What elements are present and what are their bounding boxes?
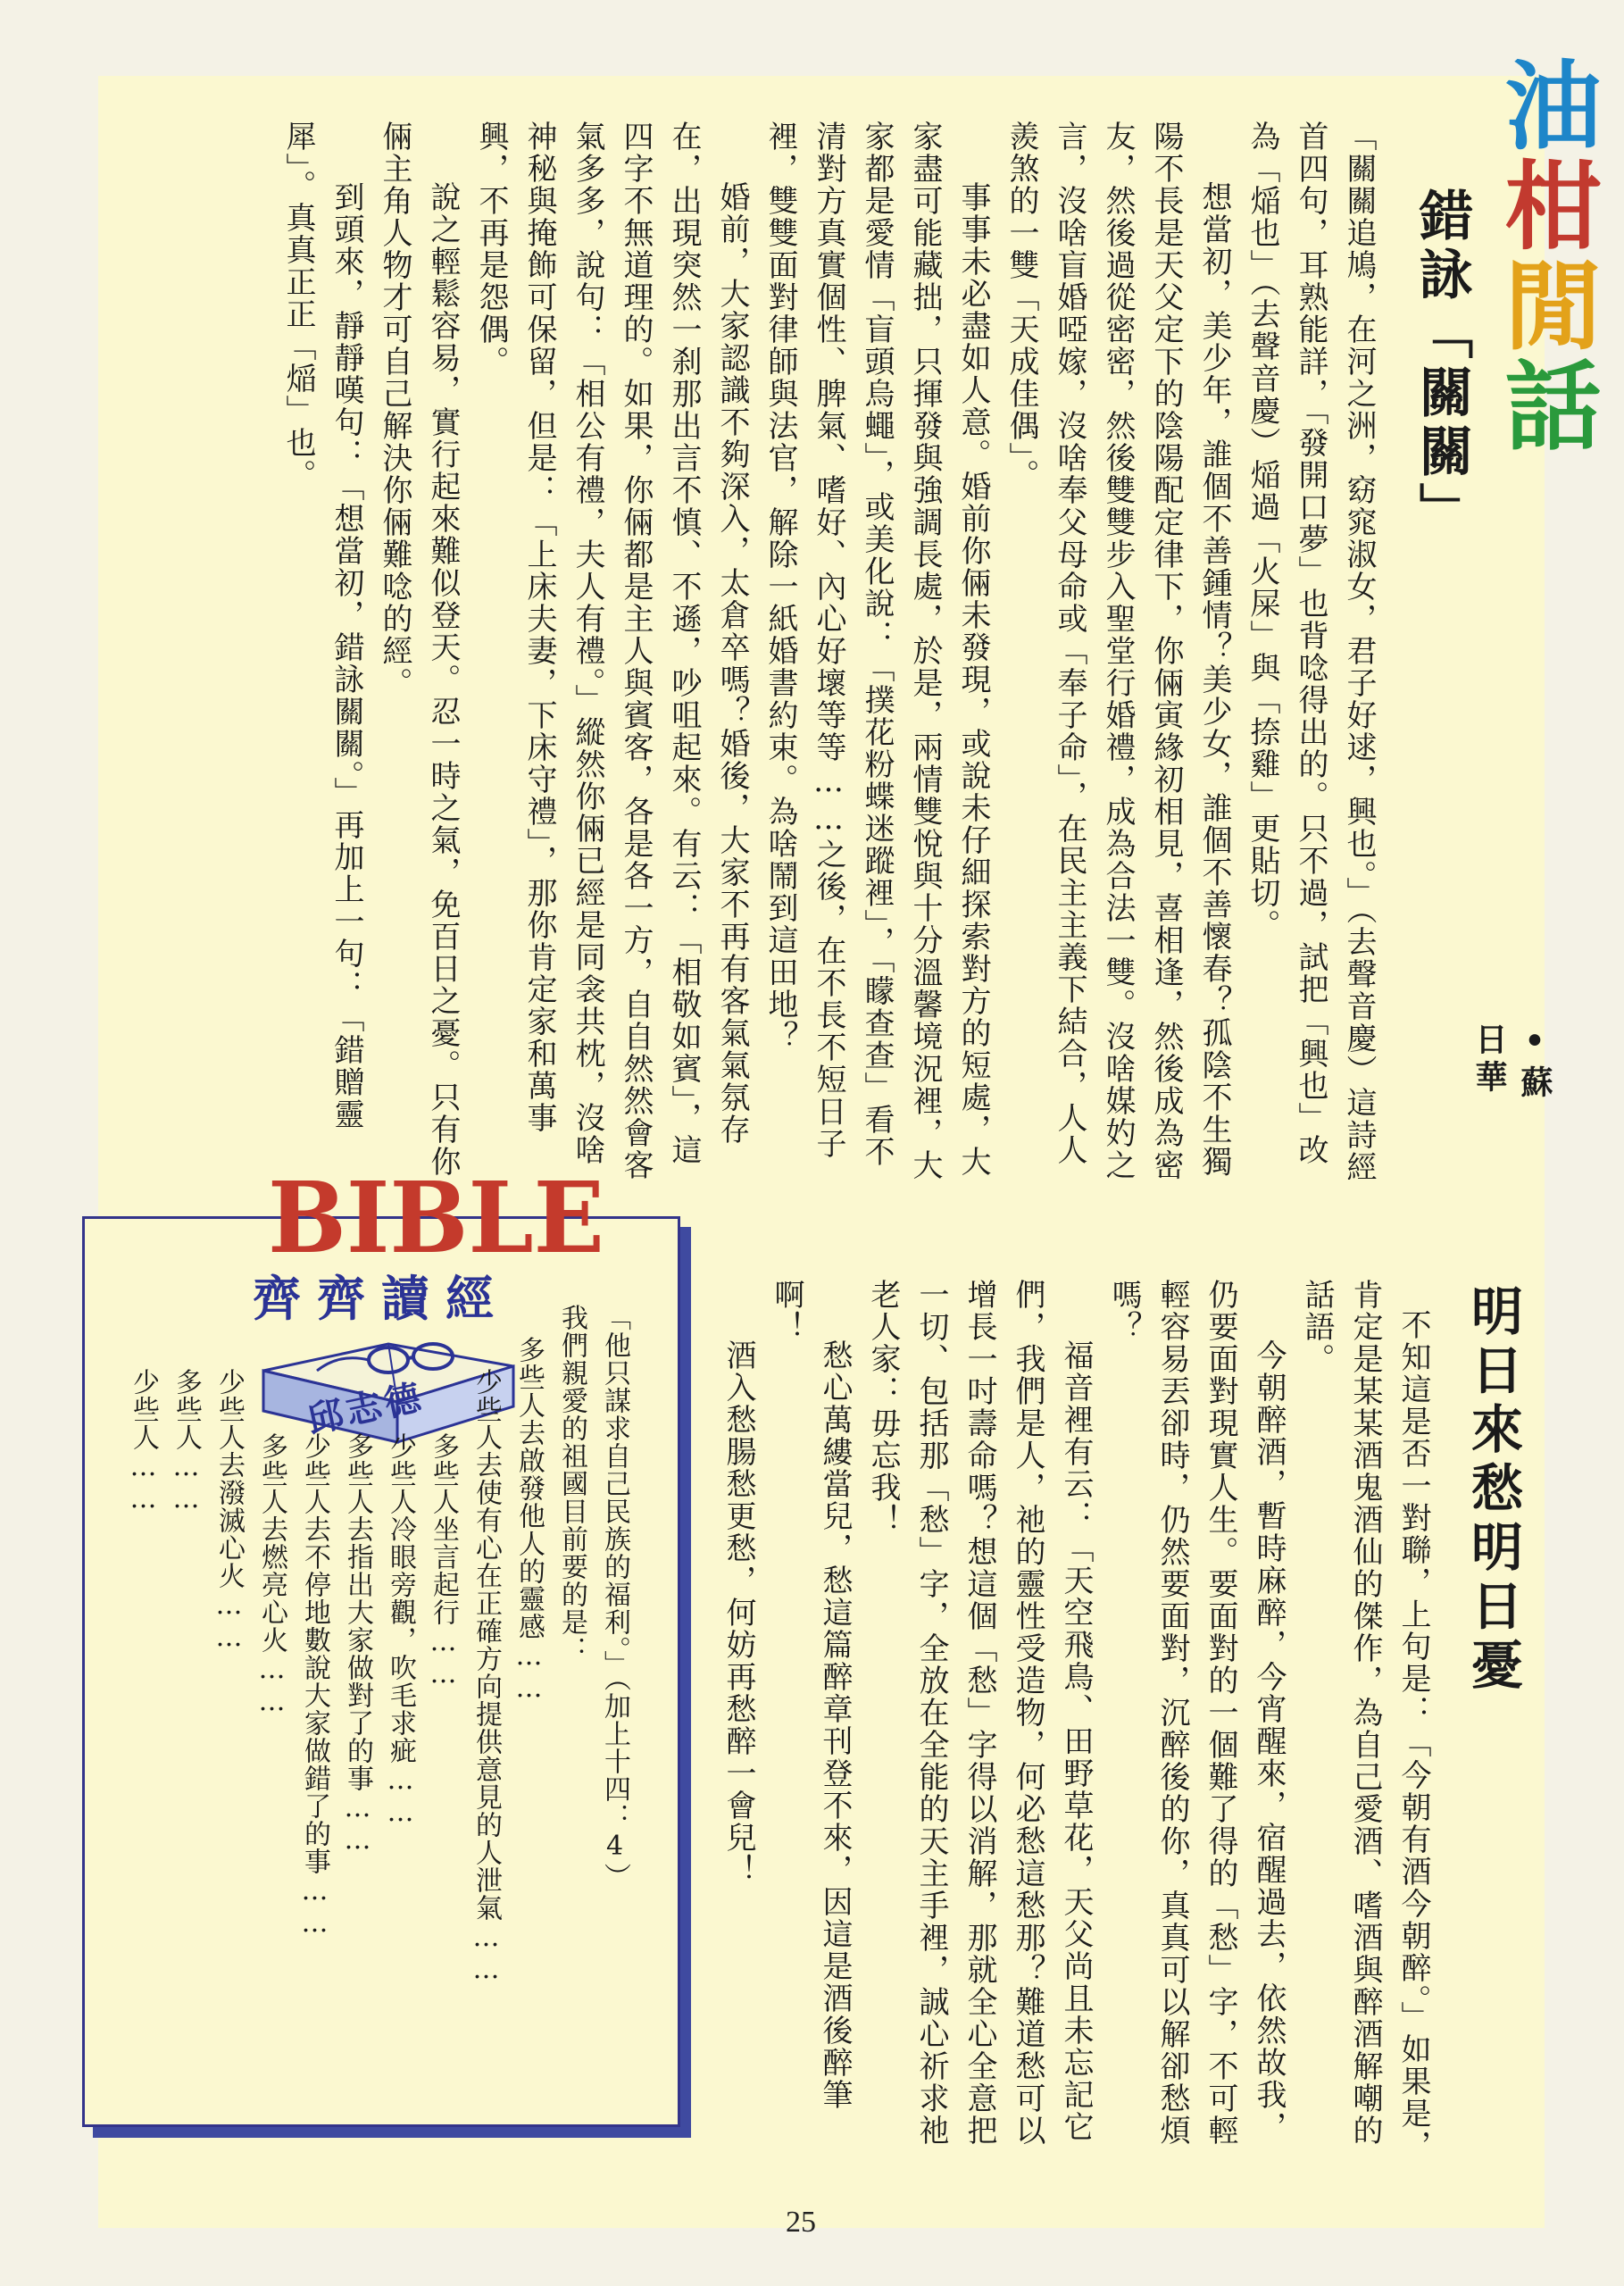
article2-paragraph: 不知這是否一對聯，上句是：「今朝有酒今朝醉。」如果是，肯定是某某酒鬼酒仙的傑作，為自己愛酒、嗜酒與醉酒解嘲的話語。 <box>1299 1279 1431 2162</box>
bible-box-text <box>109 1304 636 2107</box>
bible-line: 我們親愛的祖國目前要的是： <box>556 1304 587 1664</box>
article1-title: 錯詠「關關」 <box>1411 188 1473 541</box>
page-number: 25 <box>786 2206 816 2239</box>
bible-line: 多些人去啟發他人的靈感…… <box>513 1336 545 1705</box>
bible-line: 多些人…… <box>171 1368 202 1515</box>
article2-body <box>720 1279 1437 2172</box>
bible-line: 「他只謀求自己民族的福利。」（加上十四：4） <box>599 1304 630 1890</box>
article1-body <box>280 121 1383 1197</box>
bible-line: 多些人去指出大家做對了的事…… <box>342 1432 373 1856</box>
article1-author: •蘇日華 <box>1470 1022 1553 1103</box>
article2-title: 明日來愁明日憂 <box>1462 1284 1523 1697</box>
bible-logo-word: BIBLE <box>268 1159 604 1276</box>
article1-paragraph: 想當初，美少年，誰個不善鍾情？美少女，誰個不善懷春？孤陰不生獨陽不長是天父定下的陰陽配定律下，你倆寅緣初相見，喜相逢，然後成為密友，然後過從密密，然後雙雙步入聖堂行婚禮，成為合法一雙。沒啥媒妁之言，沒啥盲婚啞嫁，沒啥奉父母命或「奉子命」，在民主主義下結合，人人羨煞的一雙「天成佳偶」。 <box>1004 121 1232 1181</box>
article1-paragraph: 「關關追鳩，在河之洲，窈窕淑女，君子好逑，興也。」（去聲音慶）這詩經首四句，耳熟能詳，「發開口夢」也背唸得出的。只不過，試把「興也」改為「㷔也」（去聲音慶）㷔過「火屎」與「捺雞」更貼切。 <box>1245 121 1377 1183</box>
article2-paragraph: 愁心萬縷當兒，愁這篇醉章刊登不來，因這是酒後醉筆啊！ <box>769 1279 853 2111</box>
masthead-char: 話 <box>1488 355 1601 455</box>
bible-author: 邱志德 <box>304 1376 429 1442</box>
article1-paragraph: 說之輕鬆容易，實行起來難似登天。忍一時之氣，免百日之憂。只有你倆主角人物才可自己解決你倆難唸的經。 <box>377 121 461 1178</box>
bible-line: 少些人去潑滅心火…… <box>213 1368 245 1654</box>
bible-line: 少些人去使有心在正確方向提供意見的人泄氣…… <box>471 1368 502 1986</box>
bible-logo-subtitle: 齊齊讀經 <box>253 1271 510 1327</box>
article2-paragraph: 福音裡有云：「天空飛鳥、田野草花，天父尚且未忘記它們，我們是人，祂的靈性受造物，何必愁這愁那？難道愁可以增長一吋壽命嗎？想這個「愁」字得以消解，那就全心全意把一切、包括那「愁」字，全放在全能的天主手裡，誠心祈求祂老人家：毋忘我！ <box>865 1279 1094 2147</box>
bible-line: 少些人去不停地數說大家做錯了的事…… <box>299 1432 330 1940</box>
article2-paragraph: 今朝醉酒，暫時麻醉，今宵醒來，宿醒過去，依然故我，仍要面對現實人生。要面對的一個難了得的「愁」字，不可輕輕容易丟卻時，仍然要面對，沉醉後的你，真真可以解卻愁煩嗎？ <box>1106 1279 1287 2147</box>
masthead-char: 油 <box>1488 55 1601 155</box>
article1-paragraph: 事事未必盡如人意。婚前你倆未發現，或說未仔細探索對方的短處，大家盡可能藏拙，只揮發與強調長處，於是，兩情雙悅與十分溫馨境況裡，大家都是愛情「盲頭烏蠅」，或美化說：「撲花粉蝶迷蹤裡」，「矇查查」看不清對方真實個性、脾氣、嗜好、內心好壞等等……之後，在不長不短日子裡，雙雙面對律師與法官，解除一紙婚書約束。為啥鬧到這田地？ <box>762 121 991 1181</box>
bible-line: 少些人冷眼旁觀，吹毛求疵…… <box>385 1432 416 1829</box>
bible-line: 少些人…… <box>128 1368 159 1515</box>
article1-paragraph: 婚前，大家認識不夠深入，太倉卒嗎？婚後，大家不再有客氣氣氛存在，出現突然一刹那出言不慎、不遜，吵咀起來。有云：「相敬如賓」，這四字不無道理的。如果，你倆都是主人與賓客，各是各一方，自自然然會客氣多多，說句：「相公有禮，夫人有禮。」縱然你倆已經是同衾共枕，沒啥神秘與掩飾可保留，但是：「上床夫妻，下床守禮」，那你肯定家和萬事興，不再是怨偶。 <box>473 121 750 1181</box>
article1-paragraph: 到頭來，靜靜嘆句：「想當初，錯詠關關。」再加上一句：「錯贈靈犀」。真真正正「㷔」也。 <box>280 121 364 1130</box>
masthead-char: 閒 <box>1488 255 1601 355</box>
masthead-char: 柑 <box>1488 155 1601 255</box>
masthead-title <box>1488 55 1614 466</box>
article2-paragraph: 酒入愁腸愁更愁，何妨再愁醉一會兒！ <box>720 1339 756 1886</box>
bible-line: 多些人去燃亮心火…… <box>256 1432 287 1718</box>
bible-line: 多些人坐言起行…… <box>428 1432 459 1690</box>
